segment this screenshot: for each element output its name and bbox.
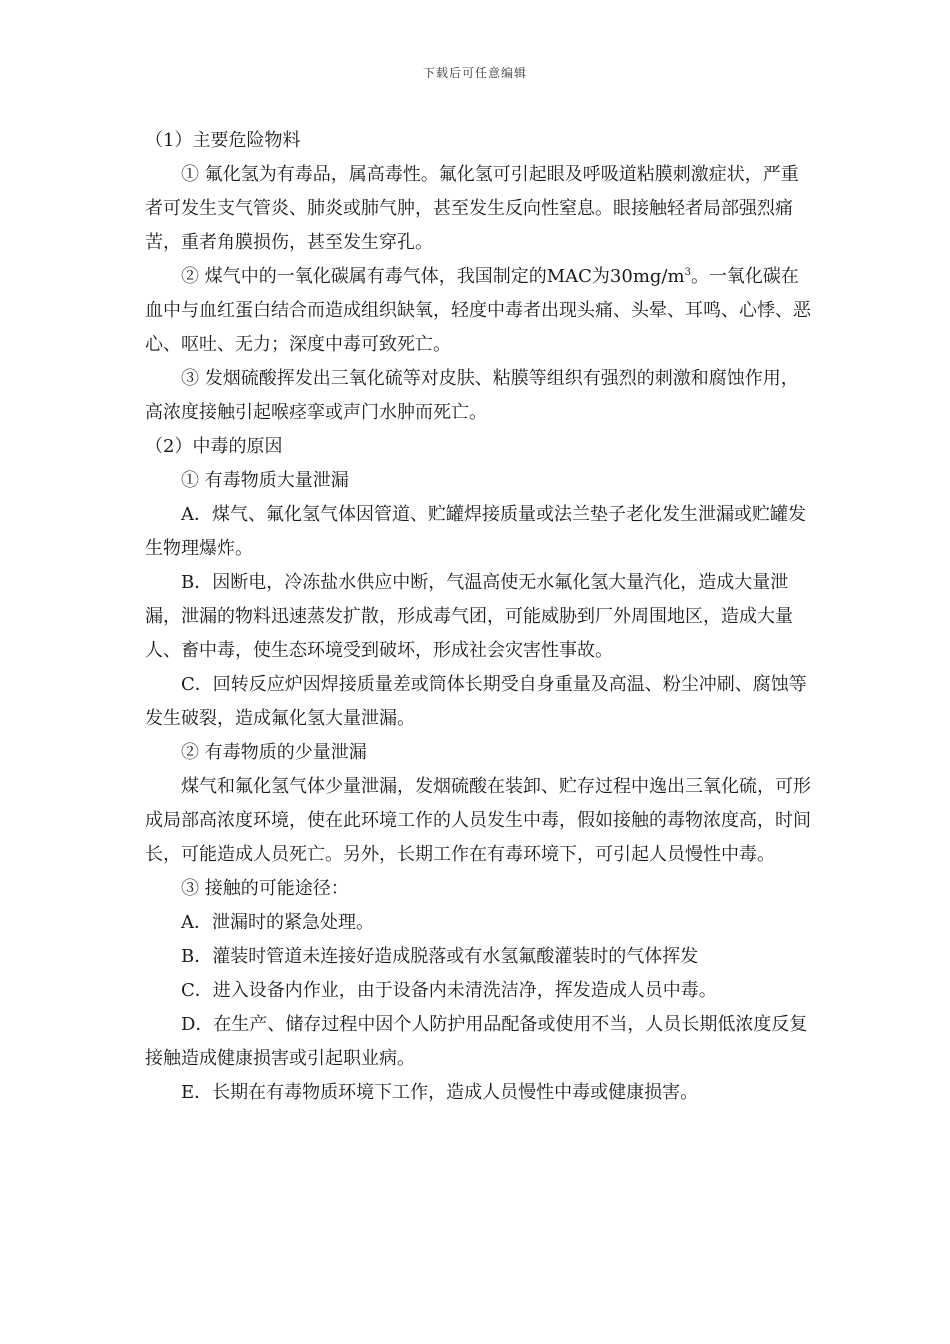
paragraph-route-c: C．进入设备内作业，由于设备内未清洗洁净，挥发造成人员中毒。: [181, 980, 717, 1001]
paragraph-carbon-monoxide-pre: ② 煤气中的一氧化碳属有毒气体，我国制定的MAC为30mg/m: [181, 266, 685, 287]
paragraph-oleum: ③ 发烟硫酸挥发出三氧化硫等对皮肤、粘膜等组织有强烈的刺激和腐蚀作用，高浓度接触引起喉痉挛或声门水肿而死亡。: [145, 368, 799, 423]
paragraph-route-d: D．在生产、储存过程中因个人防护用品配备或使用不当，人员长期低浓度反复接触造成健康损害或引起职业病。: [145, 1014, 808, 1069]
superscript-cubed: 3: [684, 267, 691, 278]
paragraph-leak-c: C．回转反应炉因焊接质量差或筒体长期受自身重量及高温、粉尘冲刷、腐蚀等发生破裂，造成氟化氢大量泄漏。: [145, 674, 807, 729]
subheading-exposure-routes: ③ 接触的可能途径：: [181, 878, 349, 899]
paragraph-leak-b: B．因断电，冷冻盐水供应中断，气温高使无水氟化氢大量汽化，造成大量泄漏，泄漏的物料迅速蒸发扩散，形成毒气团，可能威胁到厂外周围地区，造成大量人、畜中毒，使生态环境受到破坏，形成社会灾害性事故。: [145, 572, 793, 661]
subheading-minor-leak: ② 有毒物质的少量泄漏: [181, 742, 367, 763]
section-heading-materials: （1）主要危险物料: [145, 130, 301, 151]
paragraph-route-e: E．长期在有毒物质环境下工作，造成人员慢性中毒或健康损害。: [181, 1082, 699, 1103]
paragraph-minor-leak: 煤气和氟化氢气体少量泄漏，发烟硫酸在装卸、贮存过程中逸出三氧化硫，可形成局部高浓度环境，使在此环境工作的人员发生中毒，假如接触的毒物浓度高，时间长，可能造成人员死亡。另外，长期工作在有毒环境下，可引起人员慢性中毒。: [145, 776, 811, 865]
page-header: 下载后可任意编辑: [422, 66, 527, 80]
document-body: [145, 124, 815, 1110]
paragraph-route-b: B．灌装时管道未连接好造成脱落或有水氢氟酸灌装时的气体挥发: [181, 946, 699, 967]
section-heading-causes: （2）中毒的原因: [145, 436, 283, 457]
paragraph-leak-a: A．煤气、氟化氢气体因管道、贮罐焊接质量或法兰垫子老化发生泄漏或贮罐发生物理爆炸。: [145, 504, 806, 559]
paragraph-route-a: A．泄漏时的紧急处理。: [181, 912, 374, 933]
subheading-major-leak: ① 有毒物质大量泄漏: [181, 470, 349, 491]
paragraph-carbon-monoxide-post: 。一氧化碳在血中与血红蛋白结合而造成组织缺氧，轻度中毒者出现头痛、头晕、耳鸣、心悸、恶心、呕吐、无力；深度中毒可致死亡。: [145, 266, 811, 355]
paragraph-hydrogen-fluoride: ① 氟化氢为有毒品，属高毒性。氟化氢可引起眼及呼吸道粘膜刺激症状，严重者可发生支气管炎、肺炎或肺气肿，甚至发生反向性窒息。眼接触轻者局部强烈痛苦，重者角膜损伤，甚至发生穿孔。: [145, 164, 799, 253]
paragraph-carbon-monoxide: [145, 260, 815, 362]
